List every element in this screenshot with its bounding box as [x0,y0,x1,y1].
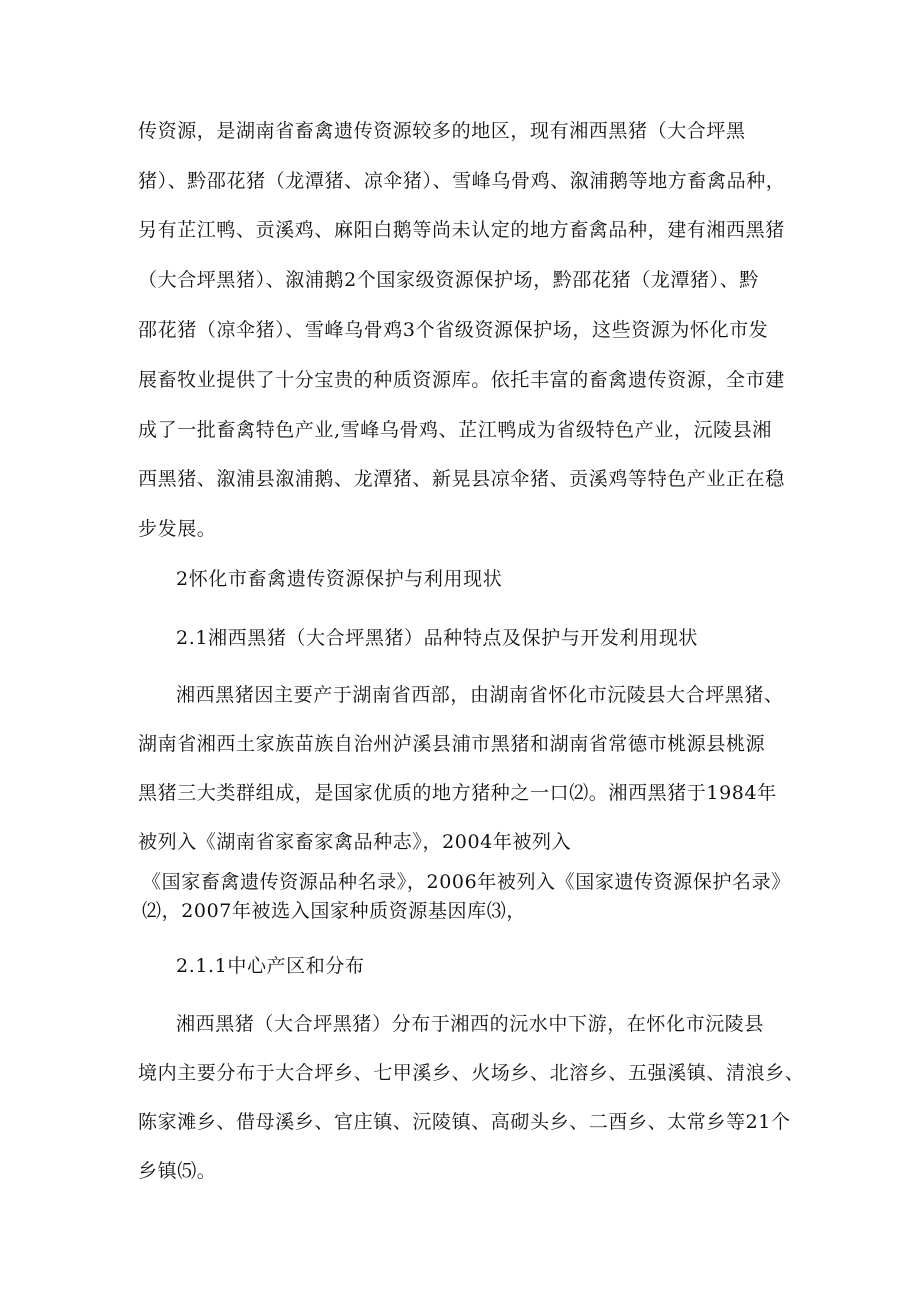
text-line: 黑猪三大类群组成，是国家优质的地方猪种之一口⑵。湘西黑猪于1984年 [138,782,777,804]
text-line: 成了一批畜禽特色产业,雪峰乌骨鸡、芷江鸭成为省级特色产业，沅陵县湘 [138,419,772,441]
text-line: 步发展。 [138,518,217,540]
text-line: 境内主要分布于大合坪乡、七甲溪乡、火场乡、北溶乡、五强溪镇、清浪乡、 [138,1062,805,1084]
section-heading: 2怀化市畜禽遗传资源保护与利用现状 [176,568,503,590]
text-line: ⑵，2007年被选入国家种质资源基因库⑶， [142,900,526,922]
subsubsection-heading: 2.1.1中心产区和分布 [176,955,365,977]
text-line: 传资源，是湖南省畜禽遗传资源较多的地区，现有湘西黑猪（大合坪黑 [138,120,746,142]
text-line: 湘西黑猪因主要产于湖南省西部，由湖南省怀化市沅陵县大合坪黑猪、 [176,684,784,706]
text-line: 展畜牧业提供了十分宝贵的种质资源库。依托丰富的畜禽遗传资源，全市建 [138,369,785,391]
text-line: 陈家滩乡、借母溪乡、官庄镇、沅陵镇、高砌头乡、二酉乡、太常乡等21个 [138,1111,791,1133]
text-line: 猪）、黔邵花猪（龙潭猪、凉伞猪）、雪峰乌骨鸡、溆浦鹅等地方畜禽品种， [138,170,786,192]
text-line: 邵花猪（凉伞猪）、雪峰乌骨鸡3个省级资源保护场，这些资源为怀化市发 [138,319,769,341]
text-line: 另有芷江鸭、贡溪鸡、麻阳白鹅等尚未认定的地方畜禽品种，建有湘西黑猪 [138,219,785,241]
text-line: （大合坪黑猪）、溆浦鹅2个国家级资源保护场，黔邵花猪（龙潭猪）、黔 [138,269,759,291]
text-line: 被列入《湖南省家畜家禽品种志》，2004年被列入 [138,831,572,853]
text-line: 乡镇⑸。 [138,1160,217,1182]
text-line: 西黑猪、溆浦县溆浦鹅、龙潭猪、新晃县凉伞猪、贡溪鸡等特色产业正在稳 [138,468,785,490]
text-line: 湖南省湘西土家族苗族自治州泸溪县浦市黑猪和湖南省常德市桃源县桃源 [138,733,766,755]
subsection-heading: 2.1湘西黑猪（大合坪黑猪）品种特点及保护与开发利用现状 [176,627,699,649]
text-line: 湘西黑猪（大合坪黑猪）分布于湘西的沅水中下游，在怀化市沅陵县 [176,1013,765,1035]
text-line: 《国家畜禽遗传资源品种名录》，2006年被列入《国家遗传资源保护名录》 [142,871,791,893]
